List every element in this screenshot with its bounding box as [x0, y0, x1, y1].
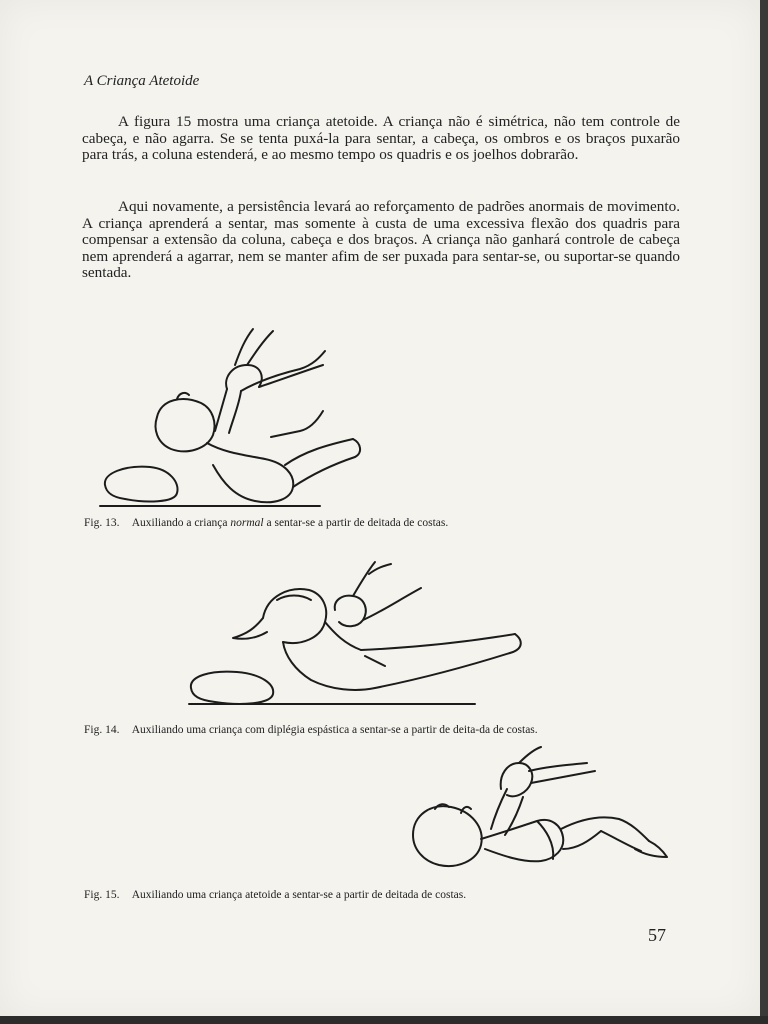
figure-13-caption-emphasis: normal	[230, 517, 264, 529]
page-bottom-edge	[0, 1016, 768, 1024]
figure-13-caption	[84, 517, 680, 530]
figure-13-caption-tail: a sentar-se a partir de deitada de costas.	[263, 517, 449, 529]
figure-15-caption-text: Auxiliando uma criança atetoide a sentar-se a partir de deitada de costas.	[131, 889, 467, 901]
figure-15-number: Fig. 15.	[84, 889, 120, 901]
figure-13-number: Fig. 13.	[84, 517, 120, 529]
page-number: 57	[648, 925, 666, 945]
paragraph-1: A figura 15 mostra uma criança atetoide. A criança não é simétrica, não tem controle de cabeça, e não agarra. Se se tenta puxá-la para sentar, a cabeça, os ombros e os braços puxarão para trás, a coluna estenderá, e ao mesmo tempo os quadris e os joelhos dobrarão.	[82, 113, 680, 163]
figure-15-illustration	[405, 745, 675, 880]
figure-14-caption-text: Auxiliando uma criança com diplégia espástica a sentar-se a partir de deita-da de costas.	[131, 724, 538, 736]
figure-14-caption	[84, 724, 680, 737]
figure-14-number: Fig. 14.	[84, 724, 120, 736]
figure-13-illustration	[95, 325, 375, 515]
paragraph-2: Aqui novamente, a persistência levará ao reforçamento de padrões anormais de movimento. A criança aprenderá a sentar, mas somente à custa de uma excessiva flexão dos quadris para compensar a extensão da coluna, cabeça e dos braços. A criança não ganhará controle de cabeça nem aprenderá a agarrar, nem se manter afim de ser puxada para sentar-se, ou suportar-se quando sentada.	[82, 198, 680, 281]
figure-15-caption	[84, 889, 680, 902]
figure-13-caption-text: Auxiliando a criança	[131, 517, 231, 529]
section-title: A Criança Atetoide	[84, 73, 200, 89]
figure-14-illustration	[185, 560, 530, 710]
